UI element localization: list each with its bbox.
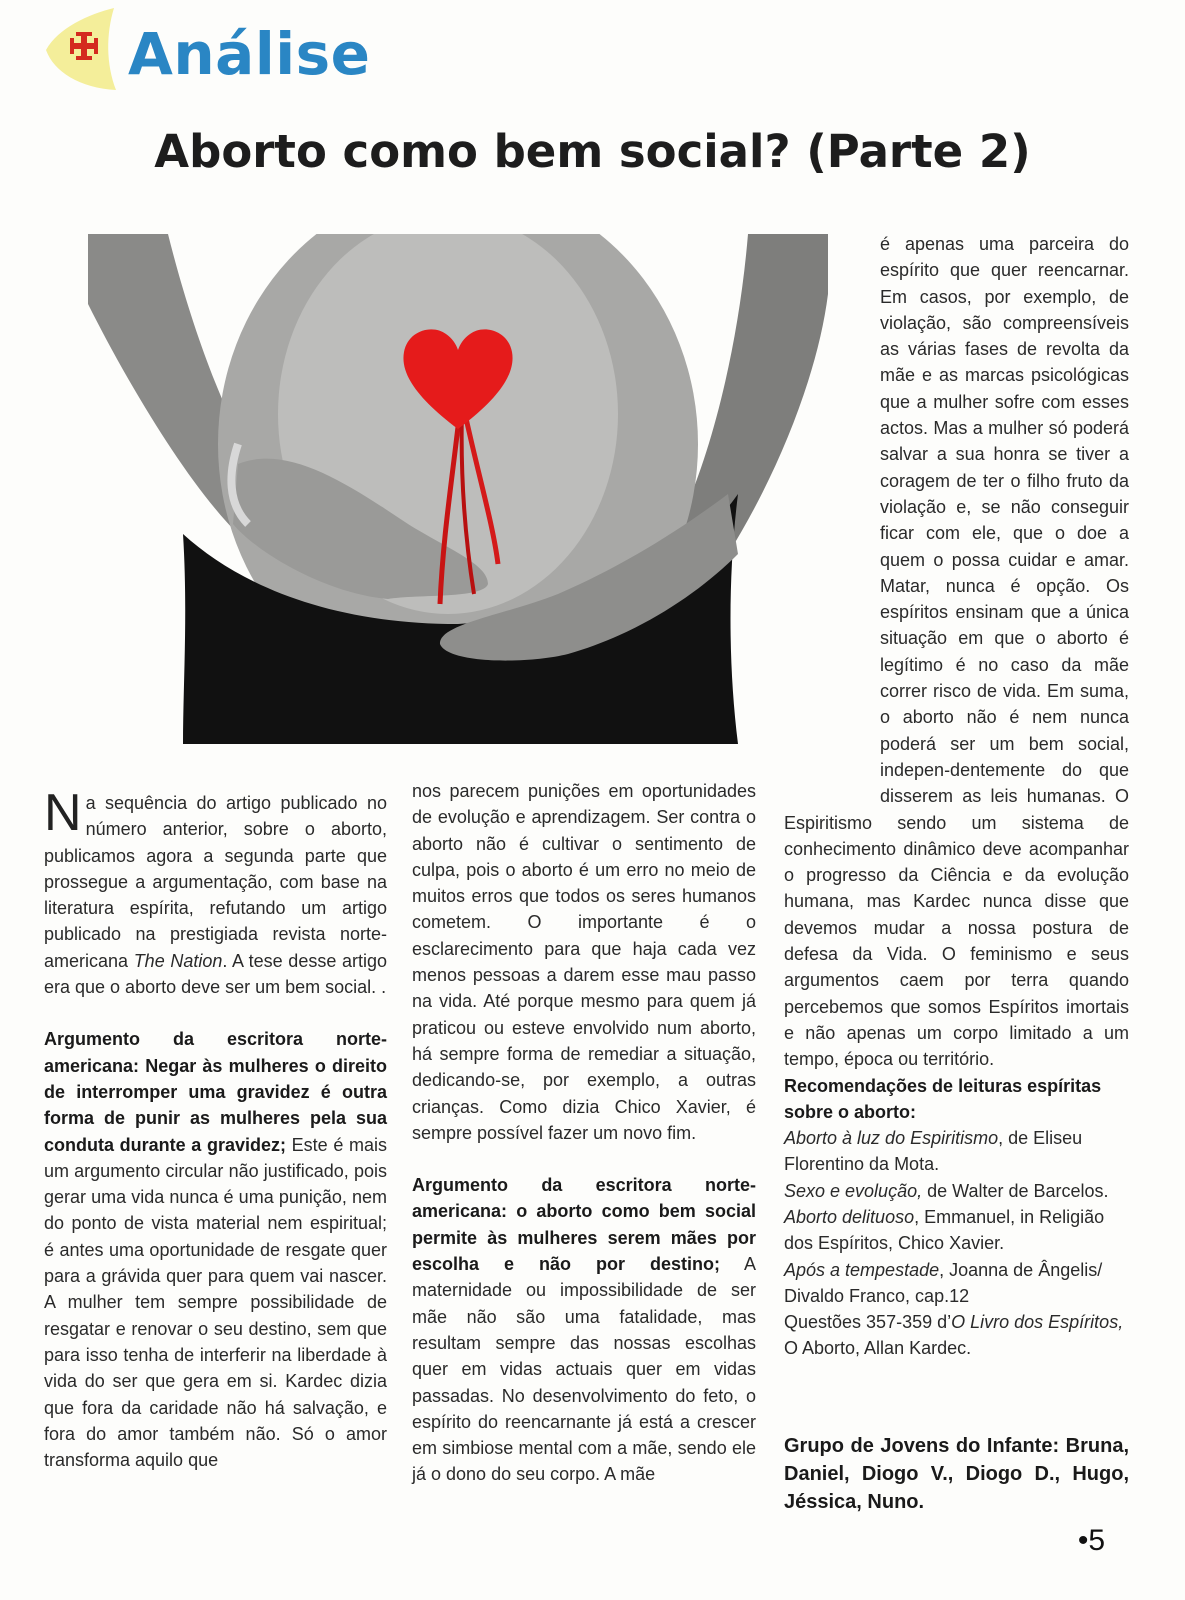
argument-1-heading: Argumento da escritora norte-americana: Negar às mulheres o direito de interromper uma gravidez é outra forma de punir as mulheres pela sua conduta durante a gravidez; — [44, 1029, 387, 1155]
article-column-2 — [412, 778, 756, 1488]
intro-paragraph: Na sequência do artigo publicado no número anterior, sobre o aborto, publicamos agora a segunda parte que prossegue a argumentação, com base na literatura espírita, refutando um artigo publicado na prestigiada revista norte-americana The Nation. A tese desse artigo era que o aborto deve ser um bem social. . — [44, 784, 388, 998]
authors: Grupo de Jovens do Infante: Bruna, Daniel, Diogo V., Diogo D., Hugo, Jéssica, Nuno. — [784, 1434, 1129, 1513]
article-column-3 — [784, 231, 1129, 1516]
article-title: Aborto como bem social? (Parte 2) — [154, 125, 1031, 178]
section-label: Análise — [128, 20, 371, 88]
recommendation-item: Aborto delituoso, Emmanuel, in Religião dos Espíritos, Chico Xavier. — [784, 1206, 1105, 1254]
recommendation-item: Questões 357-359 d’O Livro dos Espíritos, O Aborto, Allan Kardec. — [784, 1312, 1124, 1359]
sail-logo-icon — [44, 6, 134, 92]
article-column-1 — [44, 784, 388, 1473]
argument-2-heading: Argumento da escritora norte-americana: o aborto como bem social permite às mulheres serem mães por escolha e não por destino; — [412, 1175, 756, 1275]
recommendations-heading: Recomendações de leituras espíritas sobre o aborto: — [784, 1075, 1102, 1122]
recommendation-item: Aborto à luz do Espiritismo, de Eliseu Florentino da Mota. — [784, 1128, 1083, 1175]
column-3-paragraph: é apenas uma parceira do espírito que quer reencarnar. Em casos, por exemplo, de violação, são compreensíveis as várias fases de revolta da mãe e as marcas psicológicas que a mulher sofre com esses actos. Mas a mulher só poderá salvar a sua honra se tiver a coragem de ter o filho fruto da violação e, se não conseguir ficar com ele, que o doe a quem o possa cuidar e amar. Matar, nunca é opção. Os espíritos ensinam que a única situação em que o aborto é legítimo é no caso da mãe correr risco de vida. Em suma, o aborto não é nem nunca poderá ser um bem social, indepen-dentemente do que disserem as leis humanas. O Espiritismo sendo um sistema de conhecimento dinâmico deve acompanhar o progresso da Ciência e da evolução humana, mas Kardec nunca disse que devemos mudar a nossa postura de defesa da Vida. O feminismo e seus argumentos caem por terra quando percebemos que somos Espíritos imortais e não apenas um corpo limitado a um tempo, época ou território. — [784, 234, 1129, 1070]
recommendation-item: Após a tempestade, Joanna de Ângelis/ Divaldo Franco, cap.12 — [784, 1259, 1103, 1306]
argument-1-text: Este é mais um argumento circular não justificado, pois gerar uma vida nunca é uma punição, nem do ponto de vista material nem espiritual; é antes uma oportunidade de resgate quer para a grávida quer para quem vai nascer. A mulher tem sempre possibilidade de resgatar e renovar o seu destino, sem que para isso tenha de interferir na liberdade à vida do ser que gera em si. Kardec dizia que fora da caridade não há salvação, e fora do amor também não. Só o amor transforma aquilo que — [44, 1134, 387, 1471]
argument-1 — [44, 1026, 387, 1473]
column-2-paragraph: nos parecem punições em oportunidades de evolução e aprendizagem. Ser contra o aborto não é cultivar o sentimento de culpa, pois o aborto é um erro no meio de muitos erros que todos os seres humanos cometem. O importante é o esclarecimento para que haja cada vez menos pessoas a darem esse mau passo na vida. Até porque mesmo para quem já praticou ou esteve envolvido num aborto, há sempre forma de remediar a situação, dedicando-se, por exemplo, a outras crianças. Como dizia Chico Xavier, é sempre possível fazer um novo fim. — [412, 781, 756, 1143]
section-header — [44, 6, 404, 96]
argument-2 — [412, 1172, 756, 1488]
dropcap: N — [44, 784, 82, 842]
pregnant-belly-photo — [88, 234, 828, 744]
argument-2-text: A maternidade ou impossibilidade de ser mãe não são uma fatalidade, mas resultam sempre das nossas escolhas quer em vidas actuais quer em vidas passadas. No desenvolvimento do feto, o espírito do reencarnante já está a crescer em simbiose mental com a mãe, sendo ele já o dono do seu corpo. A mãe — [412, 1254, 757, 1485]
recommendation-item: Sexo e evolução, de Walter de Barcelos. — [784, 1180, 1109, 1201]
page-number: •5 — [1077, 1524, 1105, 1557]
